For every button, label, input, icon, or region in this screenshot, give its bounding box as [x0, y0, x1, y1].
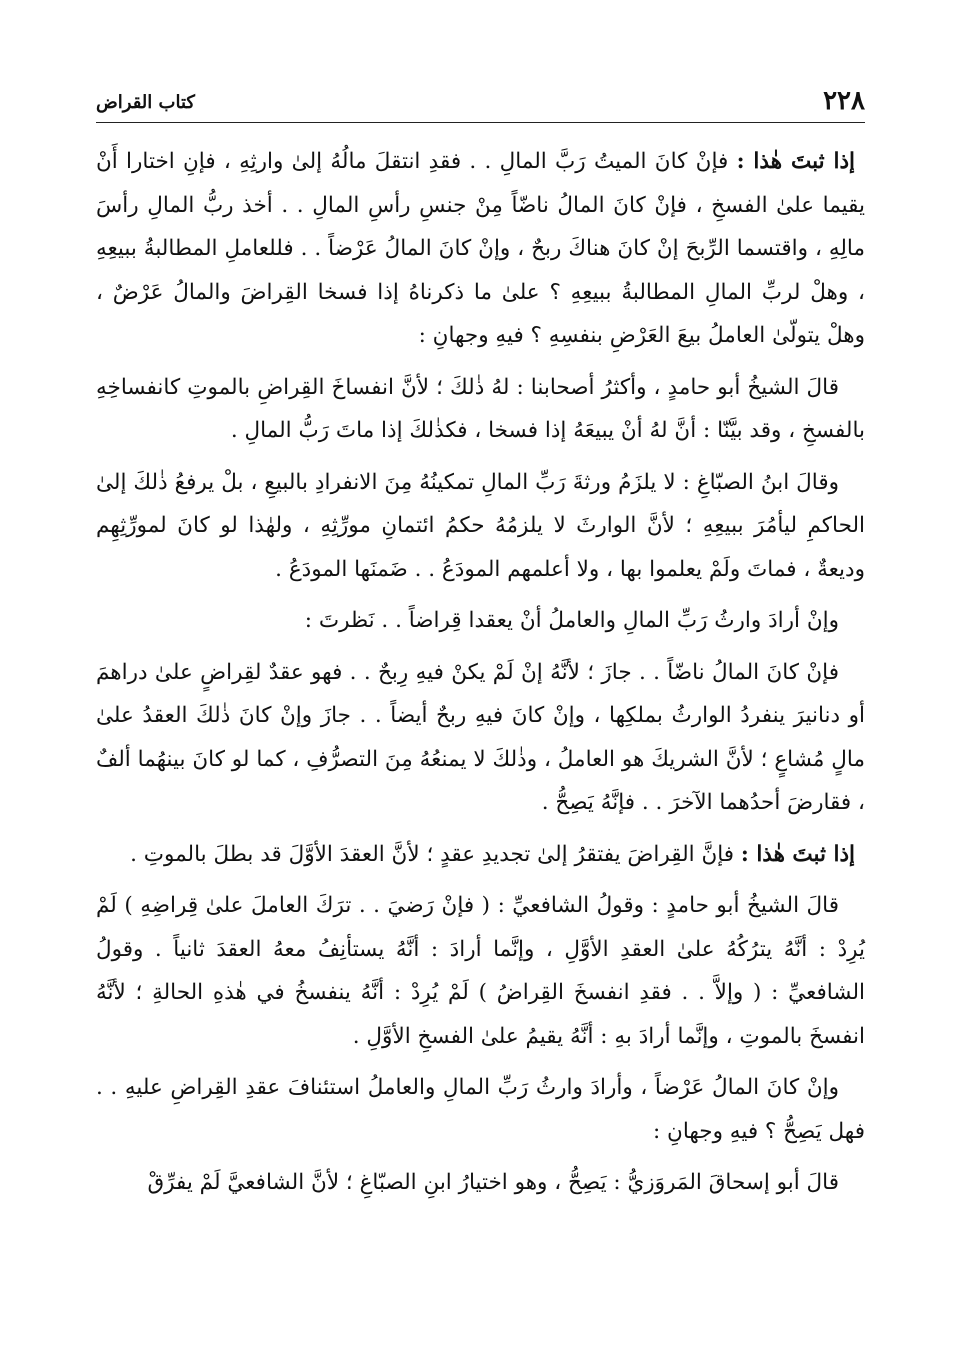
paragraph-lead: إذا ثبتَ هٰذا :: [736, 149, 856, 174]
paragraph: [96, 1066, 865, 1153]
paragraph-text: فإنْ كانَ المالُ ناضّاً . . جازَ ؛ لأنَّهُ إنْ لَمْ يكنْ فيهِ رِبحٌ . . فهو عقدٌ لقِراضٍ علىٰ دراهمَ أو دنانيرَ ينفردُ الوارثُ بملكِها ، وإنْ كانَ فيهِ ربحٌ أيضاً . . جازَ وإنْ كانَ ذٰلكَ العقدُ علىٰ مالٍ مُشاعٍ ؛ لأنَّ الشريكَ هو العاملُ ، وذٰلكَ لا يمنعُهُ مِنَ التصرُّفِ ، كما لو كانَ بينهُما ألفٌ ، فقارضَ أحدُهما الآخرَ . . فإنَّهُ يَصِحُّ .: [96, 659, 865, 815]
paragraph-text: فإنَّ القِراضَ يفتقرُ إلىٰ تجديدِ عقدٍ ؛ لأنَّ العقدَ الأوَّلَ قد بطلَ بالموتِ .: [130, 841, 741, 867]
paragraph: [96, 140, 865, 358]
page-number: ٢٢٨: [823, 86, 865, 116]
paragraph: [96, 884, 865, 1058]
paragraph-text: قالَ الشيخُ أبو حامدٍ : وقولُ الشافعيِّ : ( فإنْ رَضيَ . . ترَكَ العاملَ علىٰ قِراضِهِ ) لَمْ يُرِدْ : أنَّهُ يترُكُهُ علىٰ العقدِ الأوَّلِ ، وإنَّما أرادَ : أنَّهُ يستأنِفُ معهُ العقدَ ثانياً . وقولُ الشافعيِّ : ( وإلاَّ . . فقدِ انفسخَ القِراضُ ) لَمْ يُرِدْ : أنَّهُ ينفسخُ في هٰذهِ الحالةِ ؛ لأنَّهُ انفسخَ بالموتِ ، وإنَّما أرادَ بهِ : أنَّهُ يقيمُ علىٰ الفسخِ الأوَّلِ .: [96, 893, 865, 1049]
paragraph: [96, 366, 865, 453]
paragraph-text: وقالَ ابنُ الصبّاغِ : لا يلزَمُ ورثةَ رَبِّ المالِ تمكينُهُ مِنَ الانفرادِ بالبيعِ ، بلْ يرفعُ ذٰلكَ إلىٰ الحاكمِ ليأمُرَ ببيعِهِ ؛ لأنَّ الوارثَ لا يلزمُهُ حكمُ ائتمانِ مورِّثِهِ ، ولهٰذا لو كانَ لمورِّثِهِم وديعةٌ ، فماتَ ولَمْ يعلموا بها ، ولا أعلمهم المودَعُ . . ضَمنَها المودَعُ .: [96, 469, 865, 582]
paragraph: [96, 651, 865, 825]
paragraph-text: قالَ الشيخُ أبو حامدٍ ، وأكثرُ أصحابنا : لهُ ذٰلكَ ؛ لأنَّ انفساخَ القِراضِ بالموتِ كانفساخِهِ بالفسخِ ، وقد بيَّنّا : أنَّ لهُ أنْ يبيعَهُ إذا فسخا ، فكذٰلكَ إذا ماتَ رَبُّ المالِ .: [96, 374, 865, 443]
body-text: [96, 140, 865, 1213]
paragraph-lead: إذا ثبتَ هٰذا :: [740, 841, 855, 867]
paragraph-text: وإنْ أرادَ وارثُ رَبِّ المالِ والعاملُ أنْ يعقدا قِراضاً . . نَظرتَ :: [304, 608, 839, 633]
paragraph: [96, 833, 865, 877]
paragraph: [96, 461, 865, 592]
paragraph: [96, 599, 865, 643]
running-title: كتاب القراض: [96, 92, 195, 113]
page-header: [96, 82, 865, 123]
paragraph: [96, 1161, 865, 1205]
paragraph-text: قالَ أبو إسحاقَ المَروَزيُّ : يَصِحُّ ، وهو اختيارُ ابنِ الصبّاغِ ؛ لأنَّ الشافعيَّ لَمْ يفرِّقْ: [147, 1170, 839, 1195]
paragraph-text: فإنْ كانَ الميتُ رَبَّ المالِ . . فقدِ انتقلَ مالُهُ إلىٰ وارثِهِ ، فإنِ اختارا أَنْ يقيما علىٰ الفسخِ ، فإنْ كانَ المالُ ناضّاً مِنْ جنسِ رأسِ المالِ . . أخذ ربُّ المالِ رأسَ مالِهِ ، واقتسما الرِّبحَ إنْ كانَ هناكَ ربحٌ ، وإنْ كانَ المالُ عَرْضاً . . فللعاملِ المطالبةُ ببيعِهِ ، وهلْ لربِّ المالِ المطالبةُ ببيعِهِ ؟ علىٰ ما ذكرناهُ إذا فسخا القِراضَ والمالُ عَرْضٌ ، وهلْ يتولّىٰ العاملُ بيعَ العَرْضِ بنفسِهِ ؟ فيهِ وجهانِ :: [96, 149, 865, 348]
paragraph-text: وإنْ كانَ المالُ عَرْضاً ، وأرادَ وارثُ رَبِّ المالِ والعاملُ استئنافَ عقدِ القِراضِ عليهِ . . فهل يَصِحُّ ؟ فيهِ وجهانِ :: [96, 1075, 865, 1144]
